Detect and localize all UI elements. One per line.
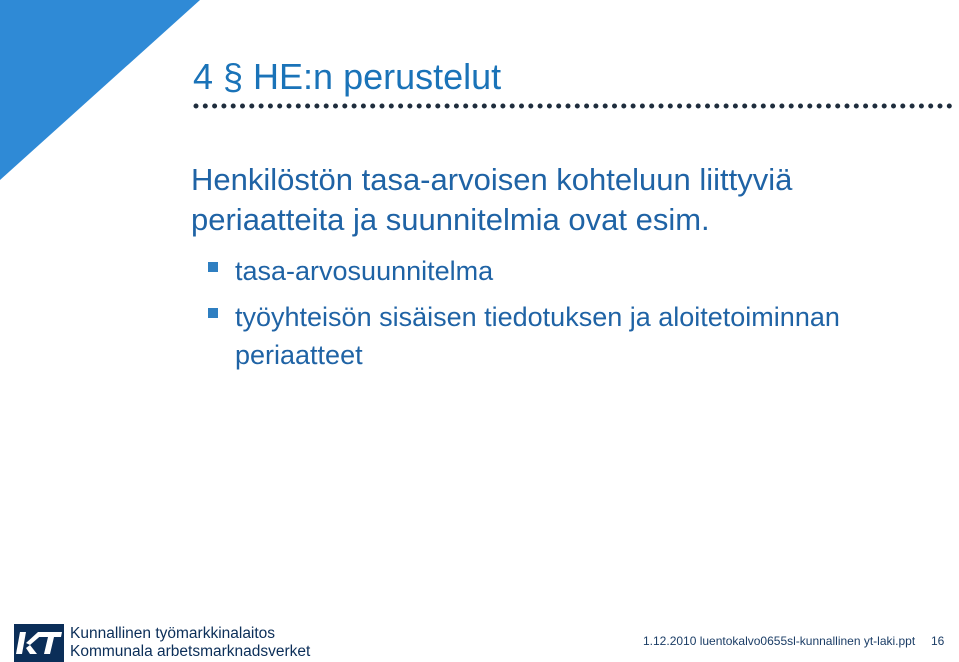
page-number: 16 [931, 634, 945, 648]
square-bullet-icon [208, 262, 218, 272]
lead-paragraph: Henkilöstön tasa-arvoisen kohteluun liittyviä periaatteita ja suunnitelmia ovat esim. [191, 162, 793, 237]
logo-line-finnish: Kunnallinen työmarkkinalaitos [70, 625, 276, 642]
footer-file-info: 1.12.2010 luentokalvo0655sl-kunnallinen yt-laki.ppt [643, 634, 916, 648]
bullet-item [208, 252, 953, 290]
title-dotted-underline [193, 99, 958, 113]
bullet-text: tasa-arvosuunnitelma [235, 256, 494, 286]
logo-text [70, 625, 310, 661]
organization-logo [14, 624, 310, 662]
bullet-list [208, 252, 953, 374]
square-bullet-icon [208, 308, 218, 318]
logo-line-swedish: Kommunala arbetsmarknadsverket [70, 643, 311, 660]
bullet-text: työyhteisön sisäisen tiedotuksen ja aloitetoiminnan periaatteet [235, 302, 840, 370]
kt-logo-icon [14, 624, 64, 662]
corner-decoration [0, 0, 205, 185]
bullet-item [208, 298, 953, 374]
slide-title: 4 § HE:n perustelut [193, 56, 502, 97]
